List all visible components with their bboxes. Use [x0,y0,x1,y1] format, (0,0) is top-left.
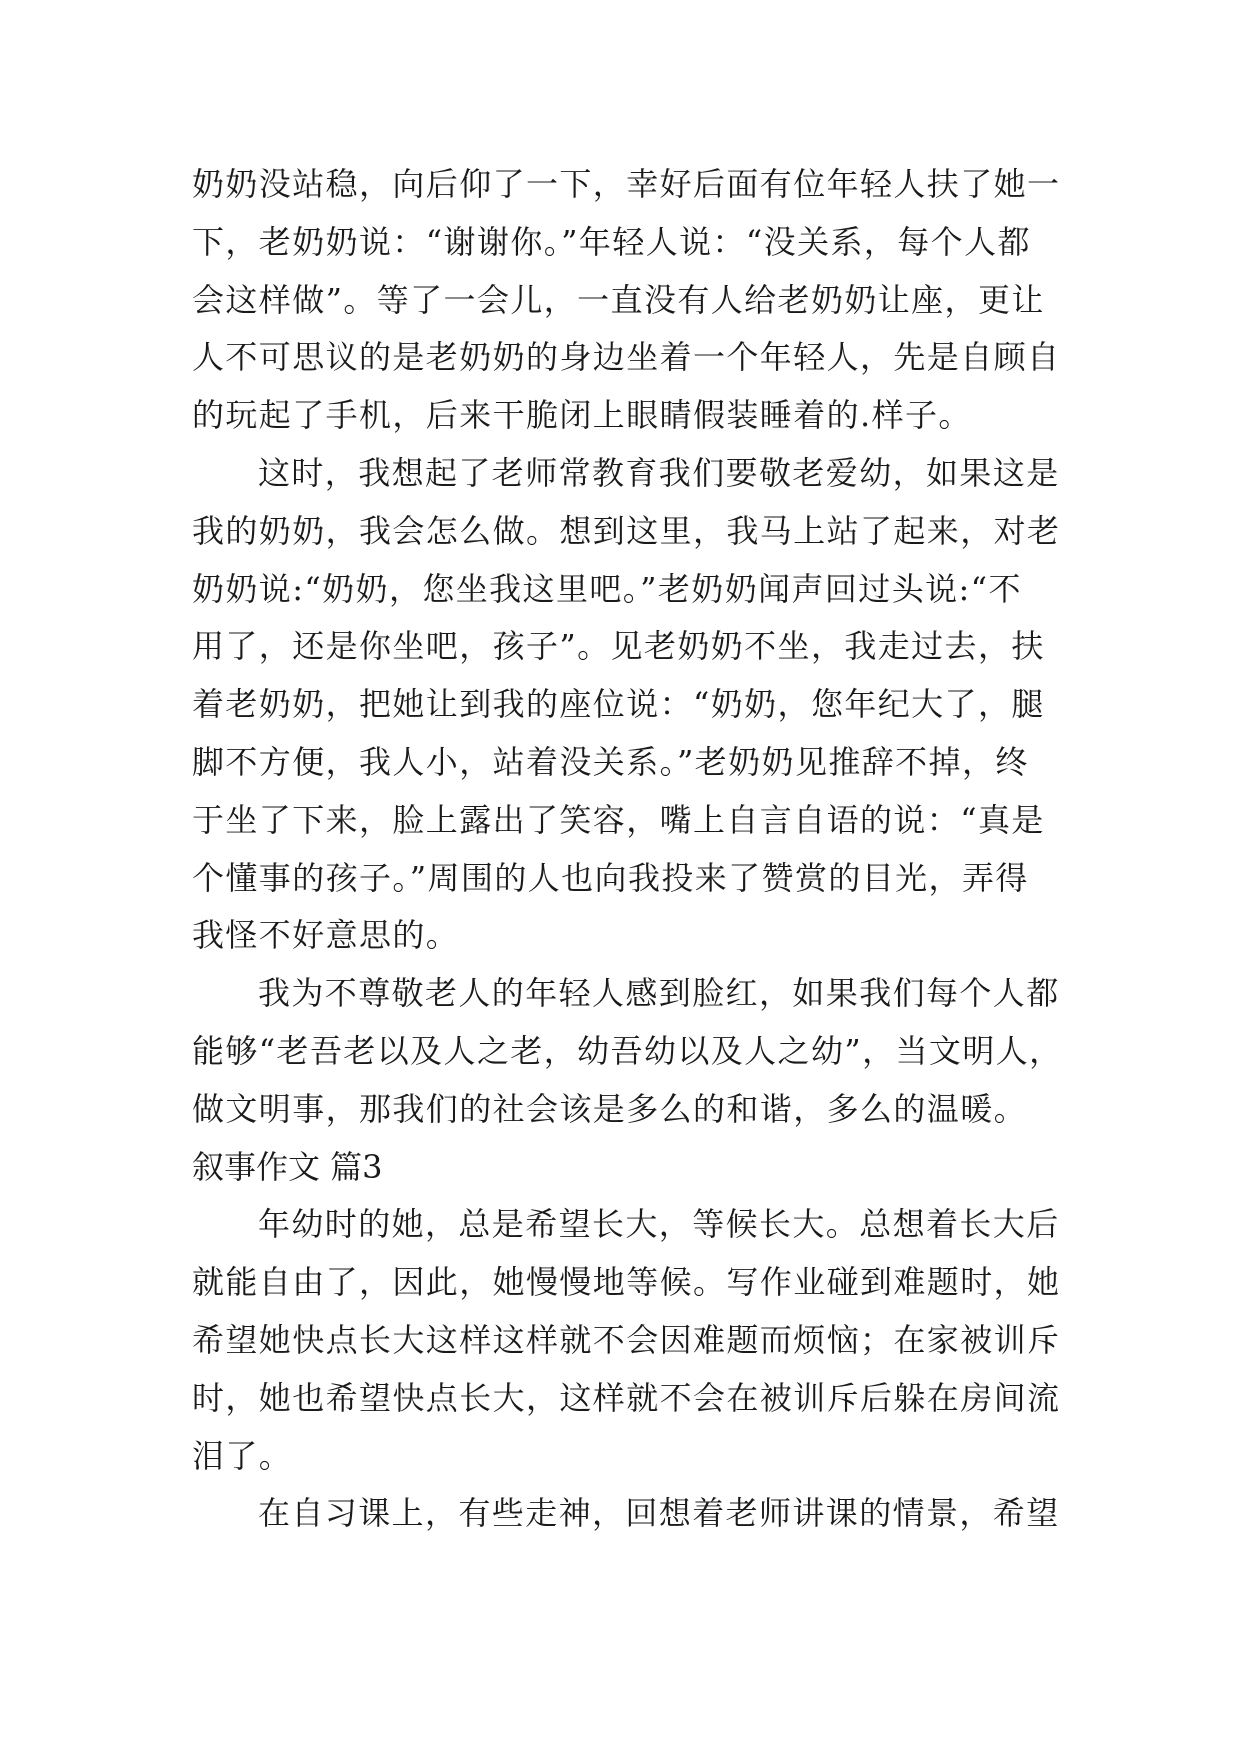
text-line: 能够“老吾老以及人之老，幼吾幼以及人之幼”，当文明人， [192,1031,1063,1070]
text-line: 人不可思议的是老奶奶的身边坐着一个年轻人，先是自顾自 [192,338,1061,377]
text-line: 用了，还是你坐吧，孩子”。见老奶奶不坐，我走过去，扶 [192,627,1045,666]
text-line: 于坐了下来，脸上露出了笑容，嘴上自言自语的说：“真是 [192,800,1045,839]
text-line: 我为不尊敬老人的年轻人感到脸红，如果我们每个人都 [258,974,1060,1013]
text-line: 脚不方便，我人小，站着没关系。”老奶奶见推辞不掉，终 [192,742,1029,781]
text-line: 奶奶没站稳，向后仰了一下，幸好后面有位年轻人扶了她一 [192,165,1061,203]
text-line: 就能自由了，因此，她慢慢地等候。写作业碰到难题时，她 [192,1263,1061,1302]
text-line: 个懂事的孩子。”周围的人也向我投来了赞赏的目光，弄得 [192,858,1029,897]
text-line: 时，她也希望快点长大，这样就不会在被训斥后躲在房间流 [192,1378,1061,1417]
paragraph [192,1485,1062,1543]
text-line: 我怪不好意思的。 [192,916,460,955]
text-line: 下，老奶奶说：“谢谢你。”年轻人说：“没关系，每个人都 [192,222,1031,261]
text-line: 会这样做”。等了一会儿，一直没有人给老奶奶让座，更让 [192,280,1045,319]
text-line: 我的奶奶，我会怎么做。想到这里，我马上站了起来，对老 [192,511,1061,550]
text-line: 的玩起了手机，后来干脆闭上眼睛假装睡着的.样子。 [192,396,972,435]
document-body [192,156,1062,1543]
text-line: 年幼时的她，总是希望长大，等候长大。总想着长大后 [258,1205,1060,1244]
text-line: 这时，我想起了老师常教育我们要敬老爱幼，如果这是 [258,453,1060,492]
text-line: 奶奶说:“奶奶，您坐我这里吧。”老奶奶闻声回过头说:“不 [192,569,1022,608]
paragraph [192,965,1062,1138]
text-line: 着老奶奶，把她让到我的座位说：“奶奶，您年纪大了，腿 [192,685,1045,724]
text-line: 泪了。 [192,1436,293,1475]
text-line: 做文明事，那我们的社会该是多么的和谐，多么的温暖。 [192,1089,1028,1128]
section-heading: 叙事作文 篇3 [192,1147,383,1186]
paragraph [192,156,1062,445]
text-line: 在自习课上，有些走神，回想着老师讲课的情景，希望 [258,1494,1060,1533]
paragraph [192,1196,1062,1485]
text-line: 希望她快点长大这样这样就不会因难题而烦恼；在家被训斥 [192,1320,1061,1359]
paragraph [192,445,1062,965]
